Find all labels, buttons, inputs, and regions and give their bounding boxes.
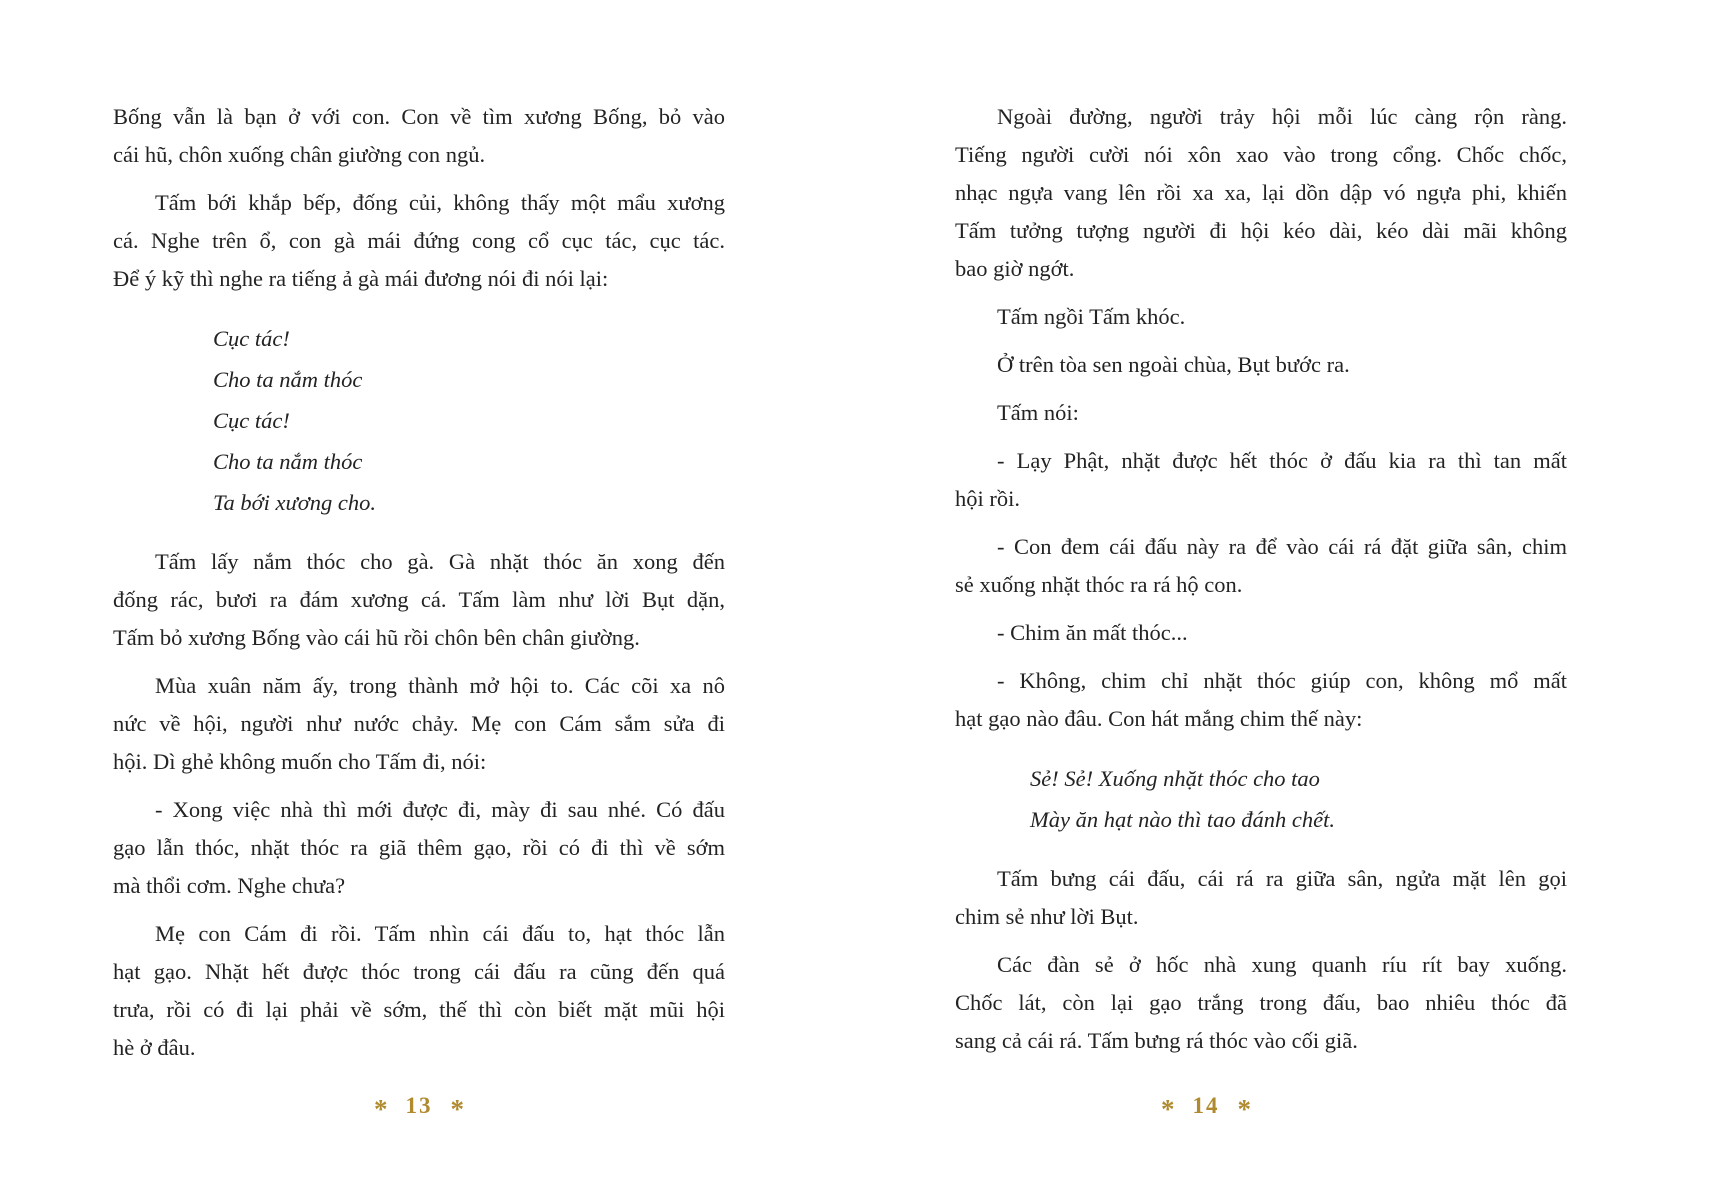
paragraph [113, 667, 725, 781]
text-line: Tấm nói: [997, 400, 1079, 425]
text-line: nhạc ngựa vang lên rồi xa xa, lại dồn dập vó ngựa phi, khiến [955, 180, 1567, 205]
text-line: Chốc lát, còn lại gạo trắng trong đấu, bao nhiêu thóc đã [955, 990, 1567, 1015]
page-number-value: 14 [1192, 1093, 1220, 1118]
paragraph [955, 528, 1567, 604]
verse-line: Cục tác! [213, 326, 290, 351]
text-line: Ngoài đường, người trảy hội mỗi lúc càng rộn ràng. [997, 104, 1567, 129]
paragraph [955, 860, 1567, 936]
text-line: hội. Dì ghẻ không muốn cho Tấm đi, nói: [113, 749, 487, 774]
text-line: Các đàn sẻ ở hốc nhà xung quanh ríu rít bay xuống. [997, 952, 1567, 977]
paragraph [955, 98, 1567, 288]
text-line: Mẹ con Cám đi rồi. Tấm nhìn cái đấu to, hạt thóc lẫn [155, 921, 725, 946]
text-line: Tấm bới khắp bếp, đống củi, không thấy một mẩu xương [155, 190, 725, 215]
text-line: gạo lẫn thóc, nhặt thóc ra giã thêm gạo, rồi có đi thì về sớm [113, 835, 725, 860]
verse-line: Cục tác! [213, 408, 290, 433]
text-line: chim sẻ như lời Bụt. [955, 904, 1139, 929]
page-number-left [113, 1092, 725, 1123]
text-line: Tấm tưởng tượng người đi hội kéo dài, kéo dài mãi không [955, 218, 1567, 243]
verse-line: Mày ăn hạt nào thì tao đánh chết. [1030, 807, 1335, 832]
paragraph [113, 184, 725, 298]
paragraph [113, 915, 725, 1067]
paragraph [955, 442, 1567, 518]
text-line: sang cả cái rá. Tấm bưng rá thóc vào cối giã. [955, 1028, 1358, 1053]
page-number-value: 13 [405, 1093, 433, 1118]
paragraph [113, 543, 725, 657]
text-line: - Xong việc nhà thì mới được đi, mày đi sau nhé. Có đấu [155, 797, 725, 822]
text-line: - Chim ăn mất thóc... [997, 620, 1188, 645]
page-right-text-column [955, 98, 1567, 1060]
asterisk-ornament: * [450, 1094, 464, 1124]
page-left-text-column [113, 98, 725, 1067]
text-line: Để ý kỹ thì nghe ra tiếng ả gà mái đương nói đi nói lại: [113, 266, 609, 291]
verse-line: Sẻ! Sẻ! Xuống nhặt thóc cho tao [1030, 766, 1320, 791]
asterisk-ornament: * [1237, 1094, 1251, 1124]
text-line: hội rồi. [955, 486, 1020, 511]
verse-line: Ta bới xương cho. [213, 490, 376, 515]
text-line: Mùa xuân năm ấy, trong thành mở hội to. Các cõi xa nô [155, 673, 725, 698]
text-line: - Không, chim chỉ nhặt thóc giúp con, không mổ mất [997, 668, 1567, 693]
text-line: - Lạy Phật, nhặt được hết thóc ở đấu kia ra thì tan mất [997, 448, 1567, 473]
text-line: hè ở đâu. [113, 1035, 196, 1060]
paragraph [955, 298, 1567, 336]
text-line: - Con đem cái đấu này ra để vào cái rá đặt giữa sân, chim [997, 534, 1567, 559]
text-line: nức về hội, người như nước chảy. Mẹ con Cám sắm sửa đi [113, 711, 725, 736]
text-line: mà thổi cơm. Nghe chưa? [113, 873, 346, 898]
verse-block [213, 318, 725, 523]
text-line: bao giờ ngớt. [955, 256, 1075, 281]
text-line: Ở trên tòa sen ngoài chùa, Bụt bước ra. [997, 352, 1350, 377]
paragraph [955, 662, 1567, 738]
verse-line: Cho ta nắm thóc [213, 367, 363, 392]
text-line: sẻ xuống nhặt thóc ra rá hộ con. [955, 572, 1243, 597]
paragraph [113, 98, 725, 174]
asterisk-ornament: * [374, 1094, 388, 1124]
text-line: Bống vẫn là bạn ở với con. Con về tìm xương Bống, bỏ vào [113, 104, 725, 129]
page-number-right [900, 1092, 1512, 1123]
paragraph [955, 614, 1567, 652]
text-line: cá. Nghe trên ổ, con gà mái đứng cong cổ cục tác, cục tác. [113, 228, 725, 253]
paragraph [955, 346, 1567, 384]
text-line: hạt gạo. Nhặt hết được thóc trong cái đấu ra cũng đến quá [113, 959, 725, 984]
verse-block [1030, 758, 1567, 840]
paragraph [113, 791, 725, 905]
text-line: Tấm lấy nắm thóc cho gà. Gà nhặt thóc ăn xong đến [155, 549, 725, 574]
text-line: đống rác, bươi ra đám xương cá. Tấm làm như lời Bụt dặn, [113, 587, 725, 612]
text-line: cái hũ, chôn xuống chân giường con ngủ. [113, 142, 486, 167]
verse-line: Cho ta nắm thóc [213, 449, 363, 474]
asterisk-ornament: * [1161, 1094, 1175, 1124]
text-line: hạt gạo nào đâu. Con hát mắng chim thế này: [955, 706, 1363, 731]
text-line: Tấm ngồi Tấm khóc. [997, 304, 1186, 329]
text-line: Tiếng người cười nói xôn xao vào trong cổng. Chốc chốc, [955, 142, 1567, 167]
paragraph [955, 946, 1567, 1060]
text-line: trưa, rồi có đi lại phải về sớm, thế thì còn biết mặt mũi hội [113, 997, 725, 1022]
text-line: Tấm bỏ xương Bống vào cái hũ rồi chôn bên chân giường. [113, 625, 640, 650]
text-line: Tấm bưng cái đấu, cái rá ra giữa sân, ngửa mặt lên gọi [997, 866, 1567, 891]
paragraph [955, 394, 1567, 432]
